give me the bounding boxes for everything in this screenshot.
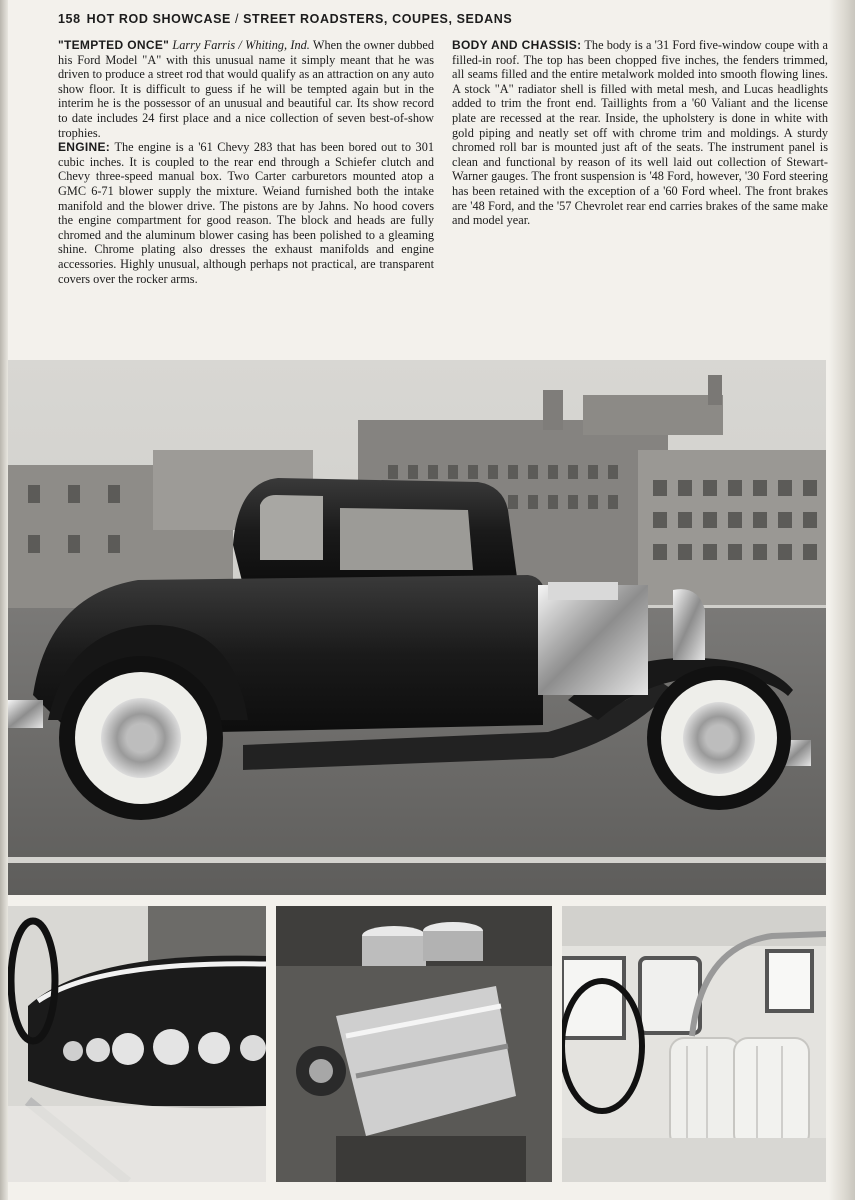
article-intro-paragraph [58, 38, 434, 140]
dashboard-photo [8, 906, 266, 1182]
engine-paragraph [58, 140, 434, 286]
page-binding-shadow [0, 0, 8, 1200]
engine-heading: ENGINE: [58, 140, 111, 155]
white-upholstered-seats [670, 1038, 809, 1148]
car-name-title: "TEMPTED ONCE" [58, 38, 170, 52]
intro-text: When the owner dubbed his Ford Model "A" with this unusual name it simply meant that he was driven to produce a street rod that would qualify as an attraction on any auto show floor. It is difficult to guess if he will be tempted again but in the interim he is the possessor of an unusual and beautiful car. Its show record to date includes 24 first place and a nice collection of seven best-of-show trophies. [58, 38, 434, 140]
radiator-shell [673, 589, 705, 660]
engine-photo [276, 906, 552, 1182]
engine-text: The engine is a '61 Chevy 283 that has been bored out to 301 cubic inches. It is coupled to the rear end through a Schiefer clutch and Chevy three-speed manual box. Two Carter carburetors mounted atop a GMC 6-71 blower supply the mixture. Weiand furnished both the intake manifold and the blower drive. The pistons are by Jahns. No hood covers the engine compartment for good reason. The block and heads are fully chromed and the aluminum blower casing has been polished to a gleaming shine. Chrome plating also dresses the exhaust manifolds and engine accessories. Highly unusual, although perhaps not practical, are transparent covers over the rocker arms. [58, 140, 434, 286]
body-chassis-text: The body is a '31 Ford five-window coupe with a filled-in roof. The top has been chopped five inches, the fenders trimmed, all seams filled and the entire metalwork molded into smooth flowing lines. A stock "A" radiator shell is filled with metal mesh, and Lucas headlights added to trim the front end. Taillights from a '60 Valiant and the license plate are recessed at the rear. Inside, the upholstery is done in white with gold piping and neatly set off with chrome trim and moldings. A sturdy chromed roll bar is mounted just aft of the seats. The instrument panel is clean and functional by reason of its well laid out collection of Stewart-Warner gauges. The front suspension is '48 Ford, however, '30 Ford steering has been retained with the exception of a '60 Ford wheel. The front brakes are '48 Ford, and the '57 Chevrolet rear end carries brakes of the same make and model year. [452, 38, 828, 228]
body-chassis-heading: BODY AND CHASSIS: [452, 38, 582, 52]
car-side-view-illustration [8, 360, 826, 895]
owner-byline: Larry Farris / Whiting, Ind. [172, 38, 310, 52]
blown-engine [538, 585, 648, 695]
magazine-title: HOT ROD SHOWCASE [86, 12, 231, 26]
front-wheel [647, 666, 791, 810]
interior-illustration [562, 906, 826, 1182]
article-column-right [452, 38, 828, 228]
section-title: STREET ROADSTERS, COUPES, SEDANS [243, 12, 513, 26]
page-number: 158 [58, 12, 81, 26]
page-edge [829, 0, 855, 1200]
rear-wheel [59, 656, 223, 820]
body-chassis-paragraph [452, 38, 828, 228]
page-header [58, 12, 512, 34]
engine-illustration [276, 906, 552, 1182]
article-column-left [58, 38, 434, 286]
header-separator: / [234, 12, 240, 26]
main-car-photo [8, 360, 826, 895]
instrument-panel-illustration [8, 906, 266, 1182]
interior-photo [562, 906, 826, 1182]
